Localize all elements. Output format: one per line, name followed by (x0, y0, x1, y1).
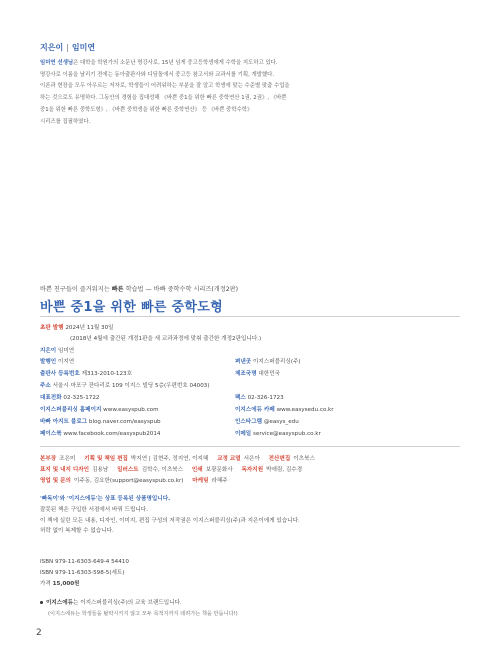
pub-row-homepage: 이지스퍼블리싱 홈페이지 www.easyspub.com (40, 407, 159, 413)
email-link[interactable]: service@easyspub.co.kr (253, 431, 321, 437)
notice-line: 허락 없이 복제할 수 없습니다. (40, 528, 114, 535)
facebook-link[interactable]: www.facebook.com/easyspub2014 (63, 431, 161, 437)
bio-line: 임미연 선생님은 대학을 학원가의 소문난 명강사로, 15년 넘게 중고등학생에게 수학을 지도하고 있다. (40, 60, 278, 66)
instagram-handle[interactable]: @easys_edu (263, 419, 299, 425)
author-heading (40, 42, 95, 53)
pub-row-publishing-house: 펴낸곳 이지스퍼블리싱(주) (235, 359, 301, 365)
staff-rule (40, 446, 460, 447)
pub-row-instagram: 인스타그램 @easys_edu (235, 419, 299, 425)
bio-line: 시리즈를 집필하였다. (40, 118, 91, 125)
author-bio (40, 58, 460, 128)
series-line: 바쁜 친구들이 즐거워지는 빠른 학습법 — 바빠 중학수학 시리즈(개정2판) (40, 286, 239, 293)
bio-line: 하는 것으로도 유명하다. 그동안의 경험을 집대성해 《바쁜 중1을 위한 빠른 중학연산 1권, 2권》, 《바쁜 (40, 95, 287, 102)
notice-line: 잘못된 책은 구입한 서점에서 바꿔 드립니다. (40, 506, 148, 513)
title-rule (40, 316, 460, 317)
bio-line: 이론과 현장을 모두 아우르는 저자로, 학생들이 어려워하는 부분을 잘 알고 학생에 맞는 수준별 맞춤 수업을 (40, 83, 290, 90)
author-name: 임미연 (71, 43, 96, 52)
pub-row-edition-note: (2018년 4월에 출간된 개정1판을 새 교과과정에 맞춰 출간한 개정2판입니다.) (70, 336, 262, 342)
pub-row-first-edition: 초판 발행 2024년 11월 30일 (40, 325, 114, 331)
bio-line: 중1을 위한 빠른 중학도형》, 《바쁜 중학생을 위한 빠른 중학연산》 등 《바쁜 중학수학》 (40, 106, 253, 113)
isbn-line: ISBN 979-11-6303-649-4 54410 (40, 559, 129, 565)
pub-row-email: 이메일 service@easyspub.co.kr (235, 431, 321, 437)
pub-row-phone: 대표전화 02-325-1722 (40, 395, 100, 401)
trademark-title: '빠독이'와 '이지스에듀'는 상표 등록된 상품명입니다. (40, 496, 171, 502)
staff-credits (40, 454, 460, 488)
pub-row-cafe: 이지스에듀 카페 www.easysedu.co.kr (235, 407, 334, 413)
pub-row-address: 주소 서울시 마포구 잔다리로 109 이지스 빌딩 5층(우편번호 04003) (40, 383, 210, 389)
price-line: 가격 15,000원 (40, 581, 80, 587)
staff-row: 영업 및 문의 이주동, 김요한(support@easyspub.co.kr) 마케팅 라혜주 (40, 478, 228, 485)
divider: | (66, 43, 69, 52)
bullet-icon (40, 601, 43, 604)
pub-row-registration: 출판사 등록번호 제313-2010-123호 (40, 371, 132, 377)
isbn-block (40, 557, 129, 590)
homepage-link[interactable]: www.easyspub.com (103, 407, 159, 413)
author-role: 지은이 (40, 43, 64, 52)
pub-row-fax: 팩스 02-326-1723 (235, 395, 284, 401)
staff-row: 표지 및 내지 디자인 김용남 일러스트 김학수, 이츠북스 인쇄 보광문화사 독자지원 박애림, 김수경 (40, 467, 303, 474)
pub-row-country: 제조국명 대한민국 (235, 371, 281, 377)
pub-row-facebook: 페이스북 www.facebook.com/easyspub2014 (40, 431, 161, 437)
pub-row-publisher: 발행인 이지연 (40, 359, 75, 365)
staff-row: 본부장 조은미 기획 및 책임 편집 박지연 | 김현주, 정지연, 이지혜 교정 교열 서은아 전산편집 이츠북스 (40, 456, 315, 462)
notice-line: 이 책에 실린 모든 내용, 디자인, 이미지, 편집 구성의 저작권은 이지스퍼블리싱(주)과 지은이에게 있습니다. (40, 517, 300, 524)
brand-subnote: (이지스에듀는 학생들을 탈락시키지 않고 모두 목적지까지 데려가는 책을 만듭니다!) (48, 611, 238, 617)
blog-link[interactable]: blog.naver.com/easyspub (88, 419, 161, 425)
pub-row-blog: 바빠 아지트 블로그 blog.naver.com/easyspub (40, 419, 161, 425)
brand-line: 이지스에듀는 이지스퍼블리싱(주)의 교육 브랜드입니다. (40, 598, 460, 609)
bio-line: 명강사로 이름을 날리기 전에는 동아출판사와 디딤돌에서 중고등 참고서와 교과서를 기획, 개발했다. (40, 71, 275, 78)
page-number: 2 (36, 628, 42, 638)
brand-note (40, 598, 460, 620)
book-title: 바쁜 중1을 위한 빠른 중학도형 (40, 300, 223, 315)
cafe-link[interactable]: www.easysedu.co.kr (276, 407, 334, 413)
isbn-line: ISBN 979-11-6303-598-5(세트) (40, 570, 125, 576)
pub-row-author: 지은이 임미연 (40, 348, 75, 354)
trademark-notice (40, 494, 460, 537)
